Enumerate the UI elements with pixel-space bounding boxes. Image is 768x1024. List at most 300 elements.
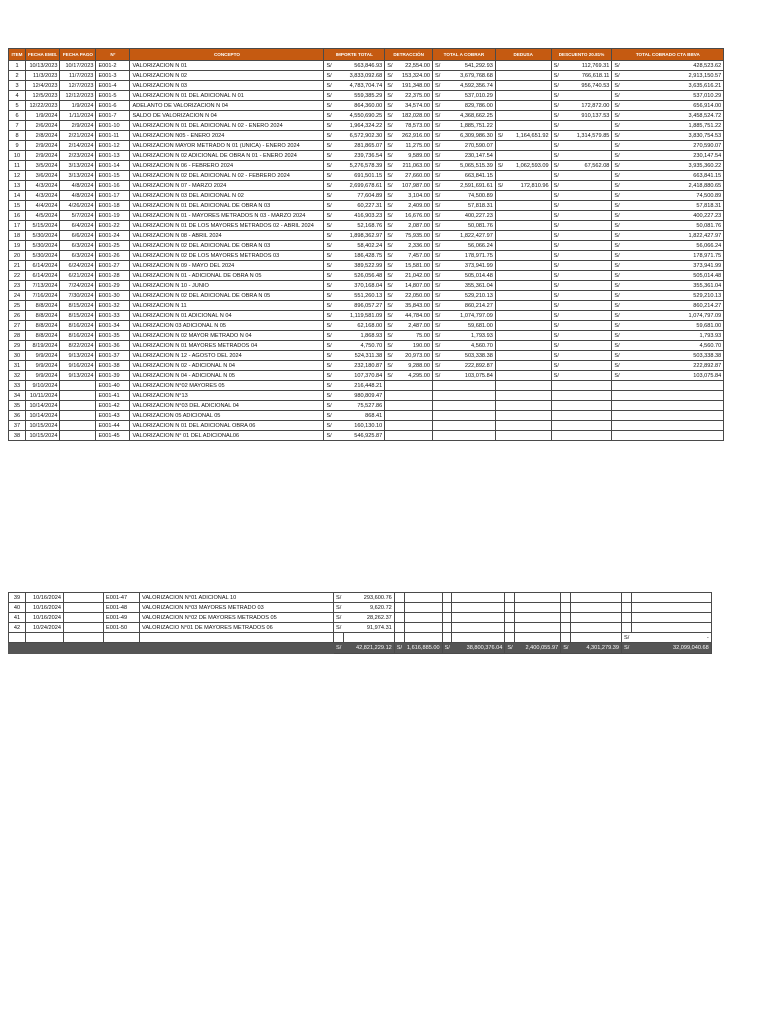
item-number: 1 [9, 61, 26, 71]
concepto: VALORIZACION N 02 DEL ADICIONAL DE OBRA N 05 [130, 291, 324, 301]
currency-symbol [495, 151, 505, 161]
currency-symbol: S/ [612, 81, 622, 91]
dedusa-value: 1,062,593.09 [505, 161, 551, 171]
concepto: VALORIZACION N 11 [130, 301, 324, 311]
empty-cell [9, 633, 26, 643]
importe-value: 526,056.48 [334, 271, 385, 281]
cobrar-value: 541,292.93 [442, 61, 495, 71]
detraccion-value: 21,042.00 [395, 271, 433, 281]
currency-symbol [495, 71, 505, 81]
currency-symbol [551, 401, 561, 411]
currency-symbol [495, 341, 505, 351]
empty-cell [334, 633, 344, 643]
item-number: 6 [9, 111, 26, 121]
detraccion-value: 9,589.00 [395, 151, 433, 161]
descuento-value [561, 401, 612, 411]
cobrar-value: 1,822,427.97 [442, 231, 495, 241]
fecha-pago: 2/21/2024 [60, 131, 96, 141]
cobrado-value: 103,075.84 [622, 371, 724, 381]
detraccion-value: 15,581.00 [395, 261, 433, 271]
cobrar-value: 1,885,751.22 [442, 121, 495, 131]
dedusa-value: 1,164,651.92 [505, 131, 551, 141]
cobrado-value: 505,014.48 [622, 271, 724, 281]
empty-cell [631, 623, 711, 633]
descuento-value: 67,562.08 [561, 161, 612, 171]
detraccion-value: 11,275.00 [395, 141, 433, 151]
descuento-value [561, 91, 612, 101]
currency-symbol: S/ [324, 341, 334, 351]
cobrar-value: 5,065,515.39 [442, 161, 495, 171]
total-detraccion: 1,616,885.00 [404, 643, 442, 654]
cobrar-value: 505,014.48 [442, 271, 495, 281]
table-row [9, 231, 724, 241]
dash-value: - [631, 633, 711, 643]
currency-symbol: S/ [551, 281, 561, 291]
fecha-emision: 3/5/2024 [26, 161, 60, 171]
empty-cell [26, 633, 64, 643]
cobrar-value [442, 401, 495, 411]
currency-symbol [495, 111, 505, 121]
empty-cell [631, 613, 711, 623]
currency-symbol: S/ [385, 101, 395, 111]
empty-cell [404, 633, 442, 643]
currency-symbol: S/ [385, 291, 395, 301]
invoice-number: E001-49 [104, 613, 140, 623]
concepto: ADELANTO DE VALORIZACION N 04 [130, 101, 324, 111]
currency-symbol: S/ [612, 261, 622, 271]
currency-symbol: S/ [433, 191, 443, 201]
table-row [9, 613, 712, 623]
cobrado-value [622, 381, 724, 391]
currency-symbol: S/ [394, 643, 404, 654]
currency-symbol [495, 231, 505, 241]
currency-symbol [495, 411, 505, 421]
invoice-number: E001-19 [96, 211, 130, 221]
currency-symbol: S/ [612, 251, 622, 261]
currency-symbol: S/ [324, 71, 334, 81]
invoice-number: E001-48 [104, 603, 140, 613]
currency-symbol: S/ [551, 241, 561, 251]
empty-cell [452, 633, 505, 643]
invoice-number: E001-10 [96, 121, 130, 131]
empty-cell [561, 633, 571, 643]
currency-symbol: S/ [551, 191, 561, 201]
cobrar-value: 537,010.29 [442, 91, 495, 101]
importe-value: 563,846.93 [334, 61, 385, 71]
fecha-pago: 3/13/2024 [60, 161, 96, 171]
item-number: 17 [9, 221, 26, 231]
currency-symbol: S/ [495, 181, 505, 191]
currency-symbol: S/ [612, 61, 622, 71]
empty-cell [570, 633, 621, 643]
empty-cell [343, 633, 394, 643]
invoice-number: E001-45 [96, 431, 130, 441]
invoice-number: E001-18 [96, 201, 130, 211]
fecha-pago: 8/16/2024 [60, 321, 96, 331]
table-row [9, 281, 724, 291]
empty-cell [394, 623, 404, 633]
currency-symbol: S/ [433, 261, 443, 271]
importe-value: 980,809.47 [334, 391, 385, 401]
fecha-emision: 8/8/2024 [26, 301, 60, 311]
fecha-pago [60, 421, 96, 431]
concepto: VALORIZACION N 02 DE LOS MAYORES METRADOS 03 [130, 251, 324, 261]
col-fecha-pago: FECHA PAGO [60, 49, 96, 61]
currency-symbol: S/ [324, 331, 334, 341]
invoice-number: E001-38 [96, 361, 130, 371]
currency-symbol: S/ [324, 141, 334, 151]
item-number: 24 [9, 291, 26, 301]
currency-symbol: S/ [551, 251, 561, 261]
currency-symbol [495, 351, 505, 361]
invoice-number: E001-14 [96, 161, 130, 171]
fecha-emision: 8/8/2024 [26, 331, 60, 341]
currency-symbol: S/ [385, 151, 395, 161]
currency-symbol: S/ [433, 81, 443, 91]
descuento-value [561, 291, 612, 301]
currency-symbol: S/ [551, 61, 561, 71]
cobrado-value: 529,210.13 [622, 291, 724, 301]
detraccion-value: 2,409.00 [395, 201, 433, 211]
totals-row [9, 643, 712, 654]
empty-cell [452, 603, 505, 613]
cobrado-value: 860,214.27 [622, 301, 724, 311]
descuento-value [561, 201, 612, 211]
fecha-emision: 10/11/2024 [26, 391, 60, 401]
cobrar-value: 57,818.31 [442, 201, 495, 211]
cobrar-value: 4,560.70 [442, 341, 495, 351]
fecha-emision: 7/16/2024 [26, 291, 60, 301]
fecha-pago [60, 391, 96, 401]
valuation-table-continued [8, 592, 712, 654]
item-number: 10 [9, 151, 26, 161]
fecha-emision: 2/9/2024 [26, 141, 60, 151]
currency-symbol: S/ [385, 311, 395, 321]
currency-symbol: S/ [433, 131, 443, 141]
item-number: 42 [9, 623, 26, 633]
empty-cell [64, 643, 104, 654]
dash-row [9, 633, 712, 643]
currency-symbol: S/ [324, 271, 334, 281]
concepto: VALORIZACION N 08 - ABRIL 2024 [130, 231, 324, 241]
currency-symbol: S/ [433, 291, 443, 301]
fecha-emision: 5/30/2024 [26, 251, 60, 261]
empty-cell [570, 593, 621, 603]
currency-symbol [385, 391, 395, 401]
currency-symbol: S/ [385, 131, 395, 141]
dedusa-value [505, 351, 551, 361]
dedusa-value [505, 151, 551, 161]
table-row [9, 381, 724, 391]
descuento-value [561, 121, 612, 131]
invoice-number: E001-11 [96, 131, 130, 141]
importe-value: 52,168.76 [334, 221, 385, 231]
currency-symbol: S/ [551, 351, 561, 361]
fecha-emision: 10/14/2024 [26, 401, 60, 411]
concepto: VALORIZACION N°13 [130, 391, 324, 401]
table-row [9, 151, 724, 161]
dedusa-value [505, 71, 551, 81]
fecha-pago [64, 623, 104, 633]
fecha-pago: 12/12/2023 [60, 91, 96, 101]
currency-symbol: S/ [612, 341, 622, 351]
currency-symbol: S/ [385, 81, 395, 91]
empty-cell [404, 613, 442, 623]
currency-symbol: S/ [433, 121, 443, 131]
table-row [9, 131, 724, 141]
currency-symbol: S/ [551, 141, 561, 151]
empty-cell [561, 603, 571, 613]
fecha-emision: 5/15/2024 [26, 221, 60, 231]
currency-symbol: S/ [551, 131, 561, 141]
item-number: 4 [9, 91, 26, 101]
table-row [9, 221, 724, 231]
currency-symbol: S/ [612, 211, 622, 221]
table-row [9, 241, 724, 251]
detraccion-value: 75,935.00 [395, 231, 433, 241]
item-number: 37 [9, 421, 26, 431]
currency-symbol: S/ [612, 321, 622, 331]
descuento-value: 956,740.53 [561, 81, 612, 91]
empty-cell [394, 603, 404, 613]
total-importe: 42,821,229.12 [343, 643, 394, 654]
importe-value: 524,311.38 [334, 351, 385, 361]
table-row [9, 161, 724, 171]
concepto: VALORIZACION 03 ADICIONAL N 05 [130, 321, 324, 331]
table-row [9, 101, 724, 111]
concepto: VALORIZACION N 01 DEL ADICIONAL N 02 - ENERO 2024 [130, 121, 324, 131]
fecha-pago: 6/4/2024 [60, 221, 96, 231]
dedusa-value [505, 391, 551, 401]
concepto: VALORIZACION N 03 DEL ADICIONAL N 02 [130, 191, 324, 201]
descuento-value [561, 221, 612, 231]
cobrado-value: 4,560.70 [622, 341, 724, 351]
table-row [9, 623, 712, 633]
currency-symbol: S/ [551, 71, 561, 81]
table-row [9, 391, 724, 401]
table-row [9, 191, 724, 201]
fecha-pago: 8/22/2024 [60, 341, 96, 351]
cobrado-value: 3,635,616.21 [622, 81, 724, 91]
importe-value: 232,180.87 [334, 361, 385, 371]
currency-symbol [495, 221, 505, 231]
currency-symbol: S/ [385, 361, 395, 371]
empty-cell [26, 643, 64, 654]
importe-value: 691,501.15 [334, 171, 385, 181]
currency-symbol: S/ [612, 241, 622, 251]
currency-symbol [495, 211, 505, 221]
cobrar-value: 3,679,768.68 [442, 71, 495, 81]
currency-symbol [495, 381, 505, 391]
cobrado-value: 373,941.99 [622, 261, 724, 271]
importe-value: 370,168.04 [334, 281, 385, 291]
currency-symbol: S/ [385, 321, 395, 331]
currency-symbol: S/ [324, 61, 334, 71]
cobrado-value: 663,841.15 [622, 171, 724, 181]
currency-symbol: S/ [433, 171, 443, 181]
total-descuento: 4,301,279.39 [570, 643, 621, 654]
currency-symbol [495, 271, 505, 281]
item-number: 9 [9, 141, 26, 151]
concepto: VALORIZACION N05 - ENERO 2024 [130, 131, 324, 141]
currency-symbol: S/ [551, 91, 561, 101]
currency-symbol: S/ [324, 251, 334, 261]
currency-symbol [551, 421, 561, 431]
currency-symbol: S/ [385, 341, 395, 351]
currency-symbol: S/ [551, 181, 561, 191]
fecha-pago: 5/7/2024 [60, 211, 96, 221]
fecha-pago: 11/7/2023 [60, 71, 96, 81]
fecha-emision: 6/14/2024 [26, 261, 60, 271]
cobrado-value: 503,338.38 [622, 351, 724, 361]
currency-symbol [495, 241, 505, 251]
currency-symbol [495, 171, 505, 181]
table-row [9, 81, 724, 91]
currency-symbol: S/ [334, 643, 344, 654]
concepto: VALORIZACION MAYOR METRADO N 01 (UNICA) - ENERO 2024 [130, 141, 324, 151]
currency-symbol: S/ [324, 171, 334, 181]
invoice-number: E001-29 [96, 281, 130, 291]
importe-value: 216,448.21 [334, 381, 385, 391]
fecha-pago [60, 401, 96, 411]
detraccion-value: 3,104.00 [395, 191, 433, 201]
detraccion-value: 22,375.00 [395, 91, 433, 101]
fecha-emision: 10/16/2024 [26, 603, 64, 613]
fecha-pago: 4/8/2024 [60, 181, 96, 191]
item-number: 12 [9, 171, 26, 181]
table-row [9, 261, 724, 271]
importe-value: 91,974.31 [343, 623, 394, 633]
fecha-pago: 8/15/2024 [60, 311, 96, 321]
item-number: 16 [9, 211, 26, 221]
currency-symbol: S/ [433, 61, 443, 71]
currency-symbol: S/ [433, 361, 443, 371]
dedusa-value [505, 381, 551, 391]
cobrado-value: 2,418,880.65 [622, 181, 724, 191]
importe-value: 4,550,690.25 [334, 111, 385, 121]
detraccion-value: 2,487.00 [395, 321, 433, 331]
currency-symbol [495, 331, 505, 341]
descuento-value [561, 181, 612, 191]
concepto: VALORIZACION 05 ADICIONAL 05 [130, 411, 324, 421]
fecha-emision: 9/9/2024 [26, 361, 60, 371]
dedusa-value [505, 141, 551, 151]
importe-value: 239,736.54 [334, 151, 385, 161]
fecha-pago: 6/3/2024 [60, 251, 96, 261]
currency-symbol [612, 421, 622, 431]
currency-symbol: S/ [551, 231, 561, 241]
fecha-pago: 2/23/2024 [60, 151, 96, 161]
currency-symbol: S/ [324, 101, 334, 111]
currency-symbol: S/ [612, 361, 622, 371]
empty-cell [394, 593, 404, 603]
fecha-emision: 2/9/2024 [26, 151, 60, 161]
fecha-pago: 4/8/2024 [60, 191, 96, 201]
currency-symbol: S/ [612, 301, 622, 311]
dedusa-value [505, 301, 551, 311]
importe-value: 62,168.00 [334, 321, 385, 331]
dedusa-value [505, 271, 551, 281]
total-cobrado: 32,099,040.68 [631, 643, 711, 654]
item-number: 40 [9, 603, 26, 613]
currency-symbol [612, 391, 622, 401]
invoice-number: E001-7 [96, 111, 130, 121]
cobrar-value: 4,592,356.74 [442, 81, 495, 91]
currency-symbol: S/ [324, 201, 334, 211]
currency-symbol [495, 281, 505, 291]
item-number: 38 [9, 431, 26, 441]
invoice-number: E001-47 [104, 593, 140, 603]
descuento-value [561, 371, 612, 381]
descuento-value [561, 211, 612, 221]
importe-value: 546,925.87 [334, 431, 385, 441]
invoice-number: E001-35 [96, 331, 130, 341]
currency-symbol: S/ [551, 221, 561, 231]
currency-symbol: S/ [433, 241, 443, 251]
currency-symbol: S/ [505, 643, 515, 654]
descuento-value [561, 191, 612, 201]
empty-cell [561, 613, 571, 623]
importe-value: 186,428.75 [334, 251, 385, 261]
fecha-pago: 6/6/2024 [60, 231, 96, 241]
col-total-a-cobrar: TOTAL A COBRAR [433, 49, 496, 61]
importe-value: 2,699,678.61 [334, 181, 385, 191]
table-row [9, 301, 724, 311]
detraccion-value: 2,336.00 [395, 241, 433, 251]
fecha-emision: 7/13/2024 [26, 281, 60, 291]
currency-symbol: S/ [385, 251, 395, 261]
cobrar-value [442, 431, 495, 441]
concepto: VALORIZACION N 04 - ADICIONAL N 05 [130, 371, 324, 381]
currency-symbol [495, 251, 505, 261]
currency-symbol: S/ [385, 231, 395, 241]
cobrado-value: 74,500.89 [622, 191, 724, 201]
concepto: VALORIZACION N 09 - MAYO DEL 2024 [130, 261, 324, 271]
currency-symbol: S/ [551, 161, 561, 171]
fecha-pago [60, 381, 96, 391]
item-number: 14 [9, 191, 26, 201]
item-number: 11 [9, 161, 26, 171]
fecha-emision: 3/6/2024 [26, 171, 60, 181]
empty-cell [505, 633, 515, 643]
currency-symbol: S/ [385, 111, 395, 121]
item-number: 41 [9, 613, 26, 623]
table-row [9, 141, 724, 151]
empty-cell [140, 633, 334, 643]
item-number: 35 [9, 401, 26, 411]
item-number: 15 [9, 201, 26, 211]
dedusa-value [505, 121, 551, 131]
currency-symbol: S/ [551, 301, 561, 311]
currency-symbol: S/ [433, 301, 443, 311]
currency-symbol: S/ [385, 121, 395, 131]
currency-symbol: S/ [433, 231, 443, 241]
currency-symbol: S/ [324, 151, 334, 161]
currency-symbol: S/ [551, 371, 561, 381]
cobrar-value: 663,841.15 [442, 171, 495, 181]
concepto: VALORIZACION N°03 MAYORES METRADO 03 [140, 603, 334, 613]
currency-symbol [612, 381, 622, 391]
currency-symbol [495, 361, 505, 371]
currency-symbol: S/ [324, 81, 334, 91]
descuento-value: 910,137.53 [561, 111, 612, 121]
currency-symbol: S/ [612, 151, 622, 161]
currency-symbol: S/ [433, 201, 443, 211]
currency-symbol: S/ [551, 171, 561, 181]
fecha-pago: 12/7/2023 [60, 81, 96, 91]
cobrado-value: 59,681.00 [622, 321, 724, 331]
currency-symbol: S/ [551, 81, 561, 91]
